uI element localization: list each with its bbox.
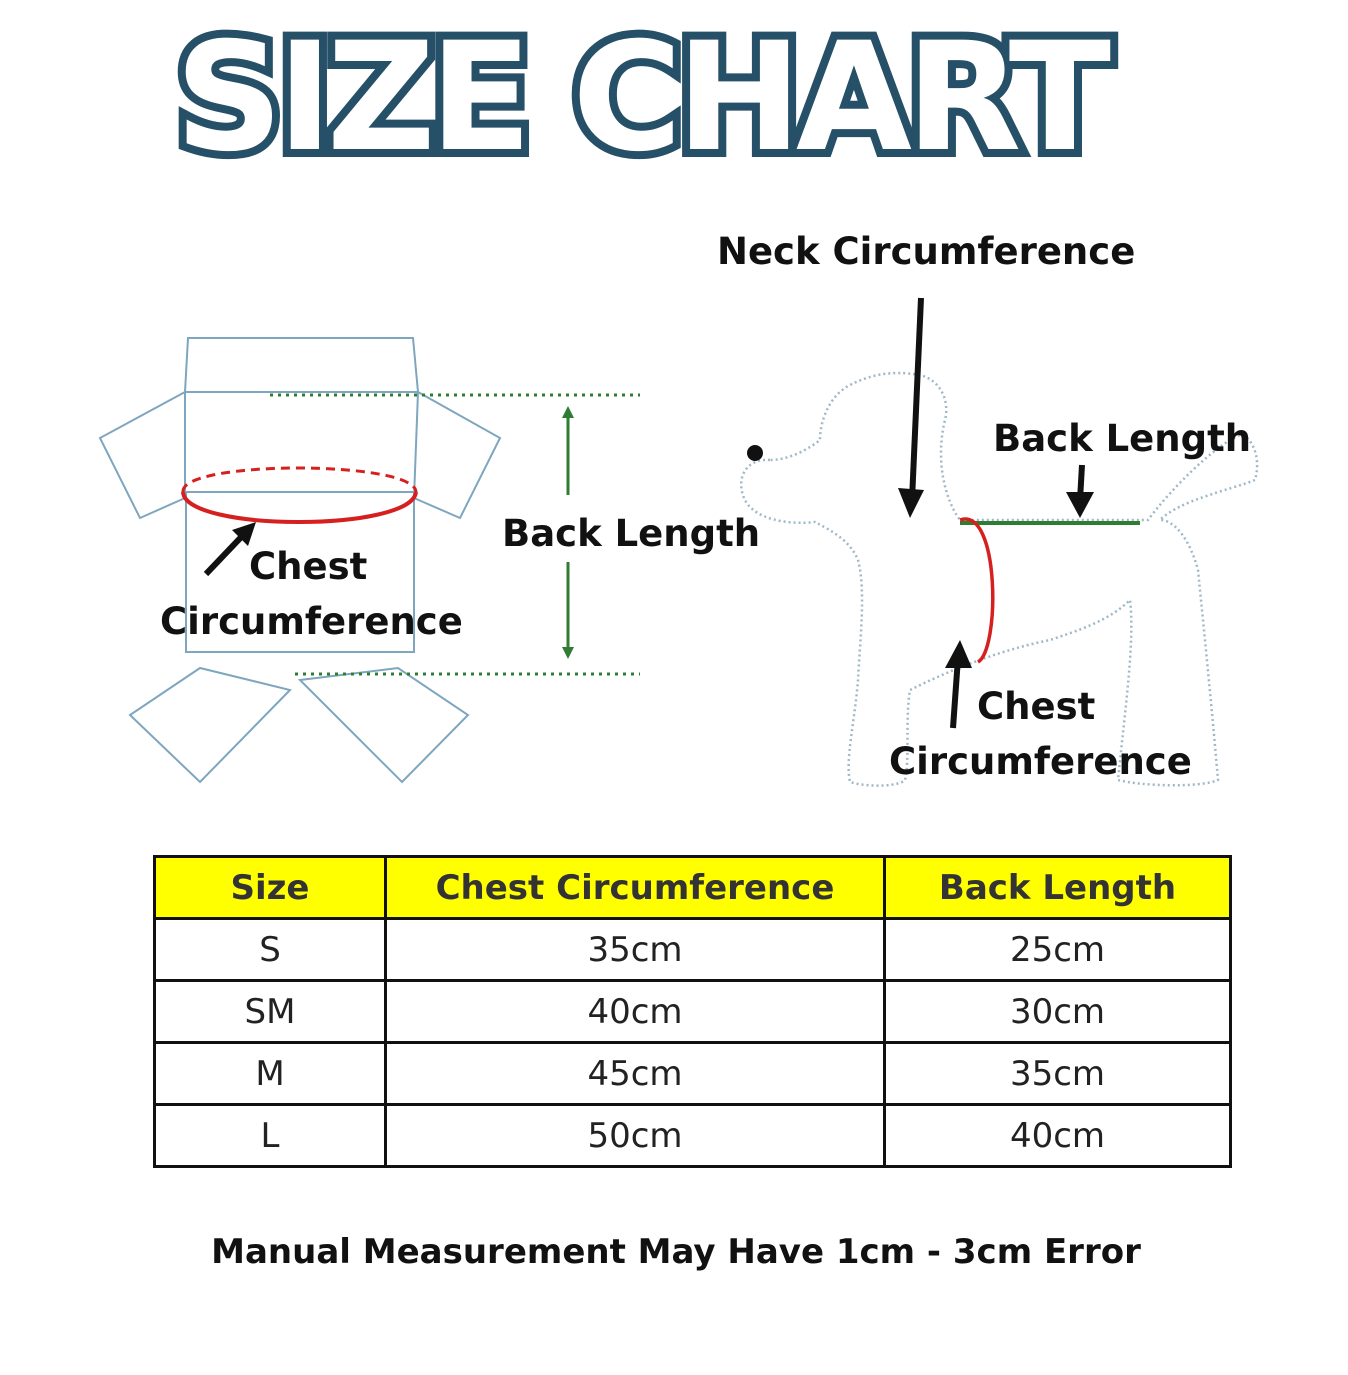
cell-back-length: 35cm [885,1043,1231,1105]
table-row [155,1105,1231,1167]
cell-chest: 40cm [386,981,885,1043]
garment-right-leg [300,668,468,782]
chest-ellipse-front [183,492,416,522]
table-header-row [155,857,1231,919]
cell-chest: 50cm [386,1105,885,1167]
cell-back-length: 30cm [885,981,1231,1043]
cell-size: SM [155,981,386,1043]
chest-arrow-right [953,658,958,728]
cell-size: S [155,919,386,981]
chest-ellipse-back [183,468,416,492]
cell-chest: 35cm [386,919,885,981]
chest-arrow-left [206,532,246,574]
neck-circumference-label: Neck Circumference [717,230,1136,273]
garment-left-sleeve [100,392,185,518]
measurement-note: Manual Measurement May Have 1cm - 3cm Error [211,1232,1141,1272]
back-length-label-left: Back Length [502,512,761,555]
garment-collar [185,338,418,392]
chest-label-right-line2: Circumference [889,740,1192,783]
cell-back-length: 40cm [885,1105,1231,1167]
cell-size: L [155,1105,386,1167]
cell-size: M [155,1043,386,1105]
table-row [155,1043,1231,1105]
chest-label-left-line1: Chest [249,545,368,588]
chest-label-right-line1: Chest [977,685,1096,728]
chest-curve-right [960,519,993,662]
cell-chest: 45cm [386,1043,885,1105]
measurement-diagram [0,220,1348,820]
size-table [153,855,1232,1168]
chest-label-left-line2: Circumference [160,600,463,643]
table-row [155,919,1231,981]
dog-nose [747,445,763,461]
page-title: SIZE CHART [174,11,1106,185]
neck-arrow [912,298,921,500]
header-size: Size [155,857,386,919]
cell-back-length: 25cm [885,919,1231,981]
table-row [155,981,1231,1043]
header-chest: Chest Circumference [386,857,885,919]
header-back-length: Back Length [885,857,1231,919]
garment-left-leg [130,668,290,782]
back-length-label-right: Back Length [993,417,1252,460]
garment-right-sleeve [414,392,500,518]
